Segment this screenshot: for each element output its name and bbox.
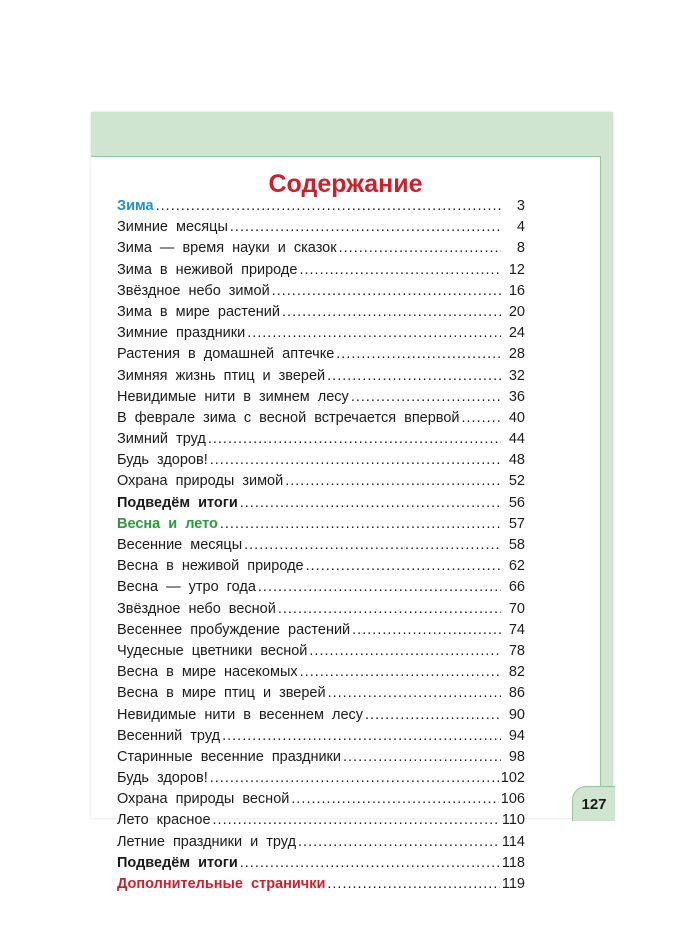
toc-entry <box>117 389 525 410</box>
toc-leader-dots <box>208 431 501 447</box>
toc-entry <box>117 791 525 812</box>
toc-entry-page: 62 <box>508 558 525 575</box>
toc-leader-dots <box>282 304 501 320</box>
toc-entry-page: 114 <box>501 833 525 850</box>
frame-right-line <box>600 156 601 818</box>
toc-entry <box>117 304 525 325</box>
toc-entry-label: Зимний труд <box>117 431 206 448</box>
toc-leader-dots <box>210 452 501 468</box>
toc-entry <box>117 707 525 728</box>
toc-leader-dots <box>300 664 501 680</box>
toc-entry-label: Звёздное небо зимой <box>117 282 270 299</box>
toc-entry-label: Зима в мире растений <box>117 303 281 320</box>
toc-leader-dots <box>244 537 501 553</box>
toc-entry-page: 86 <box>508 685 525 702</box>
toc-leader-dots <box>210 770 499 786</box>
toc-entry-page: 94 <box>508 727 525 744</box>
toc-entry-label: Зима — время науки и сказок <box>117 240 337 257</box>
toc-leader-dots <box>213 812 500 828</box>
book-page <box>91 112 613 892</box>
toc-entry-label: Весна в мире насекомых <box>117 664 298 681</box>
toc-entry-label: Весенние месяцы <box>117 537 243 553</box>
toc-entry-label: Весеннее пробуждение растений <box>117 621 351 638</box>
toc-leader-dots <box>339 240 501 256</box>
toc-entry-page: 4 <box>516 219 525 236</box>
toc-entry <box>117 855 525 876</box>
toc-entry-label: Зима <box>117 198 154 214</box>
toc-leader-dots <box>247 325 501 341</box>
toc-leader-dots <box>328 685 501 701</box>
toc-entry-label: Весенний труд <box>117 727 221 744</box>
toc-entry-page: 70 <box>508 600 525 617</box>
toc-entry <box>117 262 525 283</box>
toc-entry-page: 20 <box>508 303 525 320</box>
toc-entry-label: Чудесные цветники весной <box>117 642 308 659</box>
toc-entry-label: Подведём итоги <box>117 494 238 511</box>
toc-entry <box>117 685 525 706</box>
toc-entry-label: Дополнительные странички <box>117 876 326 892</box>
toc-entry-label: Старинные весенние праздники <box>117 748 341 765</box>
toc-leader-dots <box>240 855 500 871</box>
header-band <box>91 112 613 156</box>
toc-entry <box>117 283 525 304</box>
toc-leader-dots <box>272 283 501 299</box>
toc-entry-page: 12 <box>508 261 525 278</box>
toc-entry-page: 102 <box>500 770 525 787</box>
toc-leader-dots <box>299 262 501 278</box>
toc-entry-page: 98 <box>508 748 525 765</box>
toc-leader-dots <box>306 558 501 574</box>
toc-entry <box>117 431 525 452</box>
toc-entry-label: Зимние месяцы <box>117 219 228 236</box>
toc-entry-page: 110 <box>501 812 525 829</box>
toc-entry-label: Звёздное небо весной <box>117 600 276 617</box>
toc-entry <box>117 473 525 494</box>
toc-entry-page: 90 <box>508 706 525 723</box>
toc-entry-label: Невидимые нити в весеннем лесу <box>117 706 364 723</box>
toc-entry-label: Будь здоров! <box>117 770 208 787</box>
toc-entry-page: 66 <box>508 579 525 596</box>
toc-entry-page: 52 <box>508 473 525 490</box>
toc-entry-page: 56 <box>508 494 525 511</box>
toc-entry <box>117 643 525 664</box>
toc-leader-dots <box>343 749 501 765</box>
toc-entry-label: Будь здоров! <box>117 452 208 469</box>
page-title: Содержание <box>268 170 423 198</box>
toc-leader-dots <box>258 579 501 595</box>
toc-leader-dots <box>462 410 502 426</box>
toc-leader-dots <box>222 728 501 744</box>
toc-leader-dots <box>156 198 501 214</box>
side-band <box>601 112 613 818</box>
toc-entry-page: 106 <box>500 791 525 808</box>
toc-entry <box>117 622 525 643</box>
toc-entry <box>117 876 525 897</box>
toc-entry <box>117 558 525 579</box>
toc-entry-page: 28 <box>508 346 525 363</box>
toc-entry-page: 24 <box>508 325 525 342</box>
toc-leader-dots <box>352 622 501 638</box>
toc-entry <box>117 368 525 389</box>
toc-entry-label: Весна и лето <box>117 515 218 532</box>
toc-entry-page: 16 <box>508 282 525 299</box>
toc-entry-page: 32 <box>508 367 525 384</box>
table-of-contents <box>117 198 525 897</box>
toc-leader-dots <box>230 219 501 235</box>
toc-entry <box>117 770 525 791</box>
toc-entry <box>117 579 525 600</box>
toc-entry <box>117 219 525 240</box>
toc-entry-label: Зимние праздники <box>117 325 246 342</box>
toc-entry <box>117 240 525 261</box>
toc-entry <box>117 728 525 749</box>
toc-entry <box>117 495 525 516</box>
toc-entry <box>117 198 525 219</box>
toc-leader-dots <box>240 495 501 511</box>
toc-entry-label: Весна в мире птиц и зверей <box>117 685 326 702</box>
toc-entry <box>117 452 525 473</box>
toc-entry-label: Зима в неживой природе <box>117 261 298 278</box>
toc-entry-label: Весна в неживой природе <box>117 558 304 575</box>
toc-entry-page: 78 <box>508 642 525 659</box>
toc-entry-page: 57 <box>508 515 525 532</box>
toc-entry-label: Весна — утро года <box>117 579 256 596</box>
toc-entry <box>117 749 525 770</box>
toc-entry-page: 118 <box>501 854 525 871</box>
toc-leader-dots <box>220 516 501 532</box>
frame-top-line <box>91 156 600 157</box>
toc-entry-label: Невидимые нити в зимнем лесу <box>117 388 349 405</box>
toc-entry-label: Охрана природы весной <box>117 791 290 808</box>
toc-leader-dots <box>291 791 498 807</box>
toc-leader-dots <box>351 389 501 405</box>
toc-entry-page: 48 <box>508 452 525 469</box>
toc-entry <box>117 410 525 431</box>
toc-entry <box>117 346 525 367</box>
toc-leader-dots <box>327 368 501 384</box>
toc-leader-dots <box>278 601 501 617</box>
toc-entry-page: 58 <box>508 537 525 553</box>
toc-entry-label: Зимняя жизнь птиц и зверей <box>117 367 326 384</box>
toc-entry <box>117 834 525 855</box>
toc-entry-label: Лето красное <box>117 812 211 829</box>
toc-entry-label: Охрана природы зимой <box>117 473 284 490</box>
toc-entry <box>117 601 525 622</box>
toc-entry-page: 119 <box>501 876 525 892</box>
toc-entry-label: Растения в домашней аптечке <box>117 346 335 363</box>
toc-entry-page: 44 <box>508 431 525 448</box>
page-number: 127 <box>572 786 615 821</box>
toc-entry <box>117 516 525 537</box>
toc-leader-dots <box>309 643 501 659</box>
toc-entry-page: 40 <box>508 409 525 426</box>
toc-entry-label: В феврале зима с весной встречается впервой <box>117 409 460 426</box>
toc-leader-dots <box>285 473 501 489</box>
toc-entry-page: 74 <box>508 621 525 638</box>
toc-entry-page: 3 <box>516 198 525 214</box>
toc-leader-dots <box>336 346 501 362</box>
toc-leader-dots <box>327 876 500 892</box>
toc-leader-dots <box>365 707 501 723</box>
toc-entry-page: 8 <box>516 240 525 257</box>
toc-entry-page: 36 <box>508 388 525 405</box>
toc-entry <box>117 325 525 346</box>
toc-entry-page: 82 <box>508 664 525 681</box>
toc-entry <box>117 664 525 685</box>
toc-entry-label: Летние праздники и труд <box>117 833 297 850</box>
toc-entry <box>117 812 525 833</box>
toc-entry-label: Подведём итоги <box>117 854 238 871</box>
toc-entry <box>117 537 525 558</box>
toc-leader-dots <box>298 834 500 850</box>
